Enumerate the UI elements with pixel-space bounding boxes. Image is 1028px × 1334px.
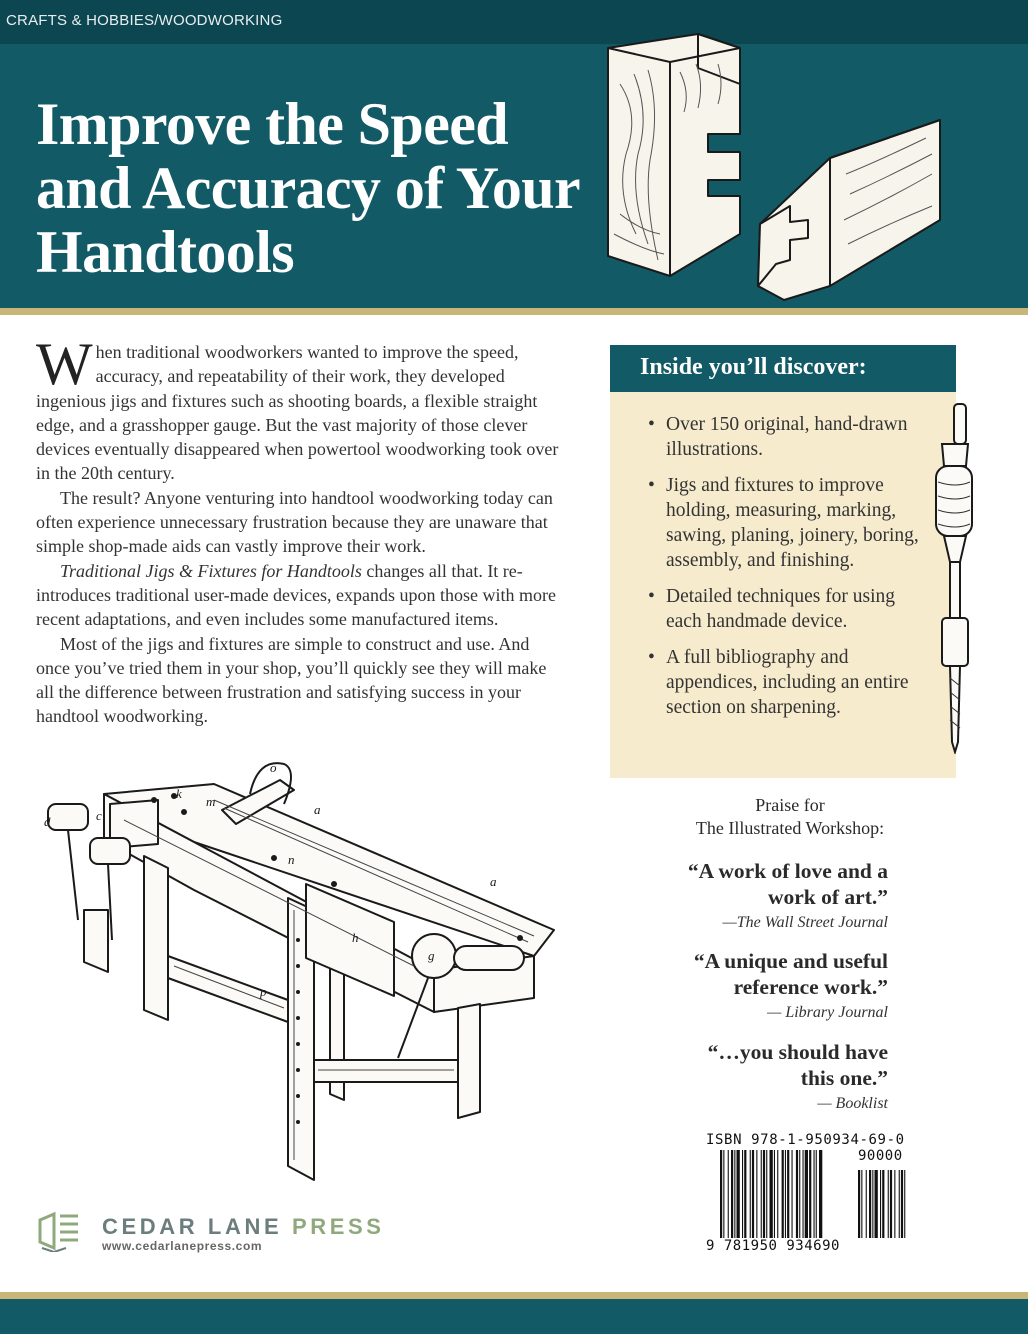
barcode-bar: [872, 1170, 873, 1238]
barcode-bar: [809, 1150, 811, 1238]
barcode-bar: [744, 1150, 746, 1238]
publisher-name-part-2: PRESS: [291, 1214, 385, 1239]
bench-label: k: [176, 786, 182, 801]
review-quote: [694, 948, 888, 1024]
drill-bit-illustration: [928, 402, 976, 754]
barcode-bar: [782, 1150, 784, 1238]
discover-title: Inside you’ll discover:: [640, 354, 867, 380]
intro-paragraph-1-text: hen traditional woodworkers wanted to improve the speed, accuracy, and repeatability of their work, they developed ingenious jigs and fixtures such as shooting boards, a flexible straight edge, and a grasshopper gauge. But the vast majority of those clever devices eventually disappeared when powertool woodworking took over in the 20th century.: [36, 342, 559, 484]
barcode-bar: [774, 1150, 775, 1238]
barcode-bar: [720, 1150, 722, 1248]
footer-band: [0, 1299, 1028, 1334]
barcode-bar: [723, 1150, 724, 1238]
barcode-bar: [805, 1150, 808, 1238]
barcode-bar: [869, 1170, 871, 1238]
bench-label: d: [44, 814, 51, 829]
intro-paragraph-3-text: changes all that. It re-introduces traditional user-made devices, expands upon those with more recent adaptations, and even includes some manufactured items.: [36, 560, 556, 630]
barcode-bar: [814, 1150, 815, 1238]
barcode-bar: [875, 1170, 878, 1238]
barcode-bar: [796, 1150, 798, 1238]
review-quote: [688, 858, 888, 934]
barcode-bar: [731, 1150, 733, 1238]
barcode-bar: [734, 1150, 735, 1238]
praise-heading: [660, 794, 920, 840]
barcode-bar: [787, 1150, 789, 1238]
headline: [36, 92, 596, 284]
price-code: 90000: [858, 1148, 903, 1164]
gold-rule-bottom: [0, 1292, 1028, 1299]
discover-item: • A full bibliography and appendices, including an entire section on sharpening.: [648, 645, 922, 720]
quote-line: “…you should have: [707, 1040, 888, 1064]
barcode-bar: [750, 1150, 751, 1238]
headline-line-2: and Accuracy of Your: [36, 155, 581, 221]
quote-source: — Library Journal: [767, 1004, 888, 1021]
quote-line: “A unique and useful: [693, 949, 888, 973]
barcode-bar: [756, 1150, 757, 1238]
category-label: CRAFTS & HOBBIES/WOODWORKING: [6, 12, 283, 29]
bench-label: n: [288, 852, 295, 867]
barcode-bar: [890, 1170, 892, 1238]
discover-item: • Detailed techniques for using each handmade device.: [648, 584, 922, 634]
dovetail-joint-illustration: [600, 24, 950, 304]
discover-heading-bar: [610, 345, 956, 392]
workbench-illustration: [34, 760, 562, 1196]
cedar-lane-logo-icon: [36, 1210, 82, 1252]
bench-label: m: [206, 794, 216, 809]
review-quote: [708, 1039, 888, 1115]
intro-paragraph-4: Most of the jigs and fixtures are simple to construct and use. And once you’ve tried them in your shop, you’ll quickly see they will make all the difference between frustration and satisfying success in your handtool woodworking.: [36, 633, 547, 727]
barcode-bar: [858, 1170, 860, 1238]
barcode-bar: [894, 1170, 895, 1238]
bench-label: o: [270, 760, 277, 775]
barcode-digits: 9 781950 934690: [706, 1238, 840, 1254]
barcode-bar: [770, 1150, 773, 1238]
headline-line-1: Improve the Speed: [36, 91, 509, 157]
barcode-bar: [763, 1150, 765, 1238]
bench-label: a: [490, 874, 497, 889]
praise-heading-line-1: Praise for: [755, 795, 825, 815]
publisher-url[interactable]: www.cedarlanepress.com: [102, 1239, 263, 1253]
barcode-bar: [899, 1170, 900, 1238]
barcode-bar: [777, 1150, 778, 1238]
quote-line: reference work.”: [733, 975, 888, 999]
quote-text: [694, 948, 888, 1000]
quote-line: “A work of love and a: [687, 859, 888, 883]
bench-label: c: [96, 808, 102, 823]
header-band: [0, 0, 1028, 308]
barcode-bar: [785, 1150, 786, 1238]
discover-item: • Over 150 original, hand-drawn illustrations.: [648, 412, 922, 462]
headline-line-3: Handtools: [36, 219, 295, 285]
isbn-number: ISBN 978-1-950934-69-0: [706, 1132, 905, 1148]
barcode-bar: [761, 1150, 762, 1238]
quote-source: —The Wall Street Journal: [722, 914, 888, 931]
publisher-name-part-1: CEDAR LANE: [102, 1214, 292, 1239]
barcode-bar: [888, 1170, 889, 1238]
intro-paragraph-1: [36, 331, 560, 486]
intro-paragraph-3: [36, 559, 560, 632]
quote-source: — Booklist: [817, 1095, 888, 1112]
intro-copy: [36, 331, 560, 729]
barcode-bar: [901, 1170, 903, 1238]
barcode-bar: [766, 1150, 767, 1238]
barcode-bar: [792, 1150, 793, 1238]
barcode-bar: [728, 1150, 729, 1238]
barcode-bar: [742, 1150, 743, 1238]
quote-text: [688, 858, 888, 910]
bench-label: g: [428, 948, 435, 963]
discover-list: [648, 412, 922, 731]
barcode-bar: [861, 1170, 862, 1238]
barcode-bar: [866, 1170, 867, 1238]
quote-line: work of art.”: [767, 885, 888, 909]
quote-line: this one.”: [800, 1066, 888, 1090]
barcode-bar: [752, 1150, 754, 1238]
bench-label: p: [260, 984, 267, 999]
barcode-bar: [737, 1150, 740, 1238]
book-title: Traditional Jigs & Fixtures for Handtools: [60, 560, 362, 581]
quote-text: [708, 1039, 888, 1091]
bench-label: a: [314, 802, 321, 817]
barcode-bar: [799, 1150, 800, 1238]
barcode-bar: [880, 1170, 881, 1238]
discover-item: • Jigs and fixtures to improve holding, measuring, marking, sawing, planing, joinery, boring, assembly, and finishing.: [648, 473, 922, 573]
barcode-bar: [819, 1150, 822, 1248]
barcode-bar: [816, 1150, 817, 1248]
barcode-bar: [803, 1150, 804, 1238]
barcode-bar: [882, 1170, 884, 1238]
bench-label: h: [352, 930, 359, 945]
praise-heading-line-2: The Illustrated Workshop:: [695, 818, 885, 838]
gold-rule-top: [0, 308, 1028, 315]
publisher-name: [102, 1214, 385, 1240]
barcode-bar: [904, 1170, 905, 1238]
intro-paragraph-2: The result? Anyone venturing into handtool woodworking today can often experience unnecessary frustration because they are unaware that simple shop-made aids can vastly improve their work.: [36, 487, 553, 557]
drop-cap: W: [36, 331, 93, 397]
